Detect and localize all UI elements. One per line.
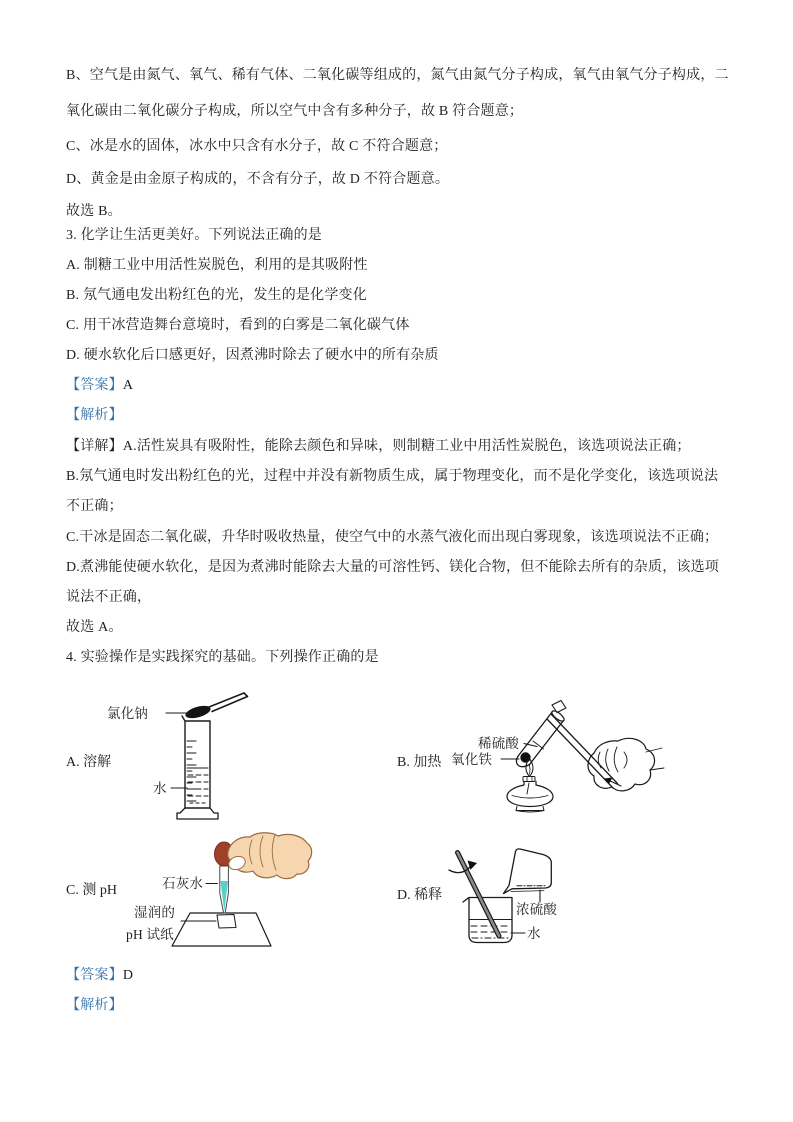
annotation-limewater: 石灰水 bbox=[162, 876, 204, 891]
q4-answer-value: D bbox=[122, 968, 134, 983]
detail-label: 【详解】 bbox=[66, 439, 123, 454]
annotation-concentrated-sulfuric-acid: 浓硫酸 bbox=[516, 902, 558, 917]
q4-answer-line bbox=[66, 966, 133, 985]
q3-detail-line: C.干冰是固态二氧化碳，升华时吸收热量，使空气中的水蒸气液化而出现白雾现象，该选项说法不正确； bbox=[66, 530, 719, 545]
q3-option-a: A. 制糖工业中用活性炭脱色，利用的是其吸附性 bbox=[66, 258, 368, 273]
graduated-cylinder-icon bbox=[177, 716, 218, 819]
q3-option-b: B. 氖气通电发出粉红色的光，发生的是化学变化 bbox=[66, 288, 367, 303]
hand-icon bbox=[588, 738, 664, 790]
q3-detail-line: 说法不正确， bbox=[66, 590, 152, 605]
prev-answer-line: 故选 B。 bbox=[66, 204, 122, 219]
stir-rod-icon bbox=[458, 853, 500, 937]
annotation-ph-paper: pH 试纸 bbox=[126, 927, 174, 942]
prev-answer-line: C、冰是水的固体，冰水中只含有水分子，故 C 不符合题意； bbox=[66, 139, 448, 154]
q3-detail-line: B.氖气通电时发出粉红色的光，过程中并没有新物质生成，属于物理变化，而不是化学变化，该选项说法 bbox=[66, 469, 719, 484]
q3-answer-value: A bbox=[122, 378, 134, 393]
q4-option-a-label: A. 溶解 bbox=[66, 755, 112, 770]
q4-diagrams-svg bbox=[0, 680, 793, 980]
prev-answer-line: 氧化碳由二氧化碳分子构成，所以空气中含有多种分子，故 B 符合题意； bbox=[66, 104, 524, 119]
annotation-iron-oxide: 氧化铁 bbox=[451, 752, 493, 767]
q4-option-c-label: C. 测 pH bbox=[66, 883, 117, 898]
alcohol-lamp-icon bbox=[507, 758, 553, 812]
q3-detail-line: 故选 A。 bbox=[66, 620, 123, 635]
q3-option-c: C. 用干冰营造舞台意境时，看到的白雾是二氧化碳气体 bbox=[66, 318, 410, 333]
q3-detail-line: 不正确； bbox=[66, 499, 123, 514]
prev-answer-line: D、黄金是由金原子构成的，不含有分子，故 D 不符合题意。 bbox=[66, 172, 450, 187]
beaker-icon bbox=[463, 898, 512, 943]
q4-stem: 4. 实验操作是实践探究的基础。下列操作正确的是 bbox=[66, 650, 379, 665]
hand-icon bbox=[227, 833, 312, 879]
q3-detail-line: 【详解】A.活性炭具有吸附性，能除去颜色和异味，则制糖工业中用活性炭脱色，该选项说法正确； bbox=[66, 439, 691, 454]
q3-analysis-label: 【解析】 bbox=[66, 408, 123, 423]
water-fill bbox=[187, 768, 208, 803]
spoon-icon bbox=[184, 693, 247, 721]
heat-diagram bbox=[501, 701, 664, 813]
ph-paper-icon bbox=[217, 915, 236, 929]
q3-detail-line: D.煮沸能使硬水软化，是因为煮沸时能除去大量的可溶性钙、镁化合物，但不能除去所有的杂质，该选项 bbox=[66, 560, 720, 575]
leader-line bbox=[166, 713, 190, 788]
annotation-water: 水 bbox=[527, 926, 541, 941]
q3-option-d: D. 硬水软化后口感更好，因煮沸时除去了硬水中的所有杂质 bbox=[66, 348, 439, 363]
q3-answer-line bbox=[66, 376, 133, 395]
test-tube-icon bbox=[516, 709, 565, 767]
annotation-water: 水 bbox=[153, 781, 167, 796]
test-tube-clamp-icon bbox=[547, 701, 621, 789]
q4-option-d-label: D. 稀释 bbox=[397, 888, 443, 903]
dissolve-diagram bbox=[166, 693, 248, 819]
annotation-moist: 湿润的 bbox=[134, 905, 176, 920]
q3-stem: 3. 化学让生活更美好。下列说法正确的是 bbox=[66, 228, 322, 243]
annotation-sodium-chloride: 氯化钠 bbox=[107, 706, 149, 721]
prev-answer-line: B、空气是由氮气、氧气、稀有气体、二氧化碳等组成的，氮气由氮气分子构成，氧气由氧气分子构成，二 bbox=[66, 68, 729, 83]
pouring-beaker-icon bbox=[504, 849, 552, 894]
answer-label: 【答案】 bbox=[66, 378, 123, 393]
q4-option-b-label: B. 加热 bbox=[397, 755, 442, 770]
answer-label: 【答案】 bbox=[66, 968, 123, 983]
annotation-dilute-sulfuric-acid: 稀硫酸 bbox=[478, 736, 520, 751]
q4-analysis-label: 【解析】 bbox=[66, 998, 123, 1013]
